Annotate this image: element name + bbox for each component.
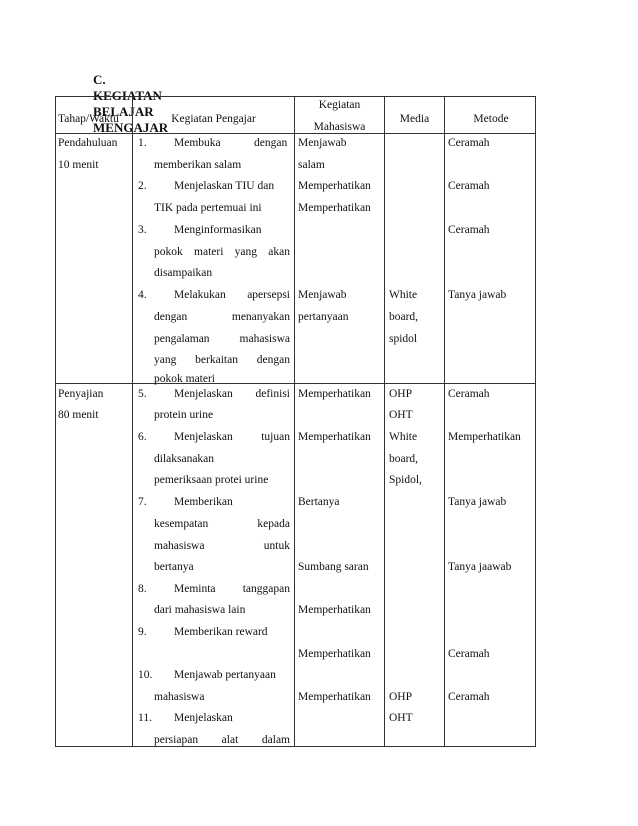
item-text: dari mahasiswa lain [154, 604, 246, 616]
item-text: dengan [254, 137, 288, 149]
activity-table [55, 96, 536, 747]
item-number: 11. [138, 712, 152, 724]
metode-item: Ceramah [448, 180, 490, 192]
item-text: yang berkaitan dengan [154, 354, 290, 366]
item-text: Menjelaskan [174, 712, 233, 724]
item-text: Melakukan apersepsi [174, 289, 290, 301]
item-text: persiapan alat dalam [154, 734, 290, 746]
item-text: Menjelaskan definisi [174, 388, 290, 400]
media-item: White [389, 431, 418, 443]
item-text: TIK pada pertemuai ini [154, 202, 262, 214]
metode-item: Tanya jawab [448, 289, 507, 301]
media-item: OHP [389, 691, 413, 703]
item-number: 4. [138, 289, 147, 301]
waktu-pendahuluan: 10 menit [58, 159, 99, 171]
item-text: Membuka [174, 137, 221, 149]
item-number: 10. [138, 669, 153, 681]
item-number: 7. [138, 496, 147, 508]
item-text: Menjawab pertanyaan [174, 669, 276, 681]
metode-item: Ceramah [448, 224, 490, 236]
item-number: 8. [138, 583, 147, 595]
item-number: 9. [138, 626, 147, 638]
item-text: dengan menanyakan [154, 311, 290, 323]
mahasiswa-activity: Memperhatikan [298, 180, 371, 192]
media-item: board, [389, 311, 419, 323]
column-divider [384, 97, 385, 746]
mahasiswa-activity: Memperhatikan [298, 431, 371, 443]
header-tahap: Tahap/Waktu [58, 113, 119, 125]
item-text: disampaikan [154, 267, 213, 279]
item-number: 3. [138, 224, 147, 236]
mahasiswa-activity: Menjawab [298, 289, 347, 301]
header-metode: Metode [473, 113, 509, 125]
item-text: Menginformasikan [174, 224, 262, 236]
mahasiswa-activity: Memperhatikan [298, 648, 371, 660]
header-mahasiswa-line1: Kegiatan [318, 99, 361, 111]
item-text: memberikan salam [154, 159, 242, 171]
metode-item: Tanya jaawab [448, 561, 512, 573]
item-text: Menjelaskan TIU dan [174, 180, 275, 192]
item-number: 5. [138, 388, 147, 400]
tahap-penyajian: Penyajian [58, 388, 104, 400]
header-media: Media [399, 113, 430, 125]
item-text: pemeriksaan protei urine [154, 474, 269, 486]
item-text: dilaksanakan [154, 453, 215, 465]
media-item: OHT [389, 712, 413, 724]
metode-item: Ceramah [448, 137, 490, 149]
column-divider [132, 97, 133, 746]
item-text: pokok materi [154, 373, 215, 385]
item-text: mahasiswa untuk [154, 540, 290, 552]
column-divider [294, 97, 295, 746]
mahasiswa-activity: Sumbang saran [298, 561, 369, 573]
item-text: Memberikan reward [174, 626, 268, 638]
waktu-penyajian: 80 menit [58, 409, 99, 421]
item-number: 1. [138, 137, 147, 149]
media-item: OHP [389, 388, 413, 400]
item-text: pengalaman mahasiswa [154, 333, 290, 345]
mahasiswa-activity: Menjawab [298, 137, 347, 149]
mahasiswa-activity: salam [298, 159, 325, 171]
item-text: Memberikan [174, 496, 233, 508]
metode-item: Memperhatikan [448, 431, 521, 443]
mahasiswa-activity: Memperhatikan [298, 202, 371, 214]
mahasiswa-activity: Memperhatikan [298, 691, 371, 703]
mahasiswa-activity: Memperhatikan [298, 388, 371, 400]
mahasiswa-activity: Memperhatikan [298, 604, 371, 616]
media-item: Spidol, [389, 474, 422, 486]
item-text: kesempatan kepada [154, 518, 290, 530]
media-item: White [389, 289, 418, 301]
header-mahasiswa-line2: Mahasiswa [313, 121, 366, 133]
metode-item: Ceramah [448, 648, 490, 660]
item-text: Menjelaskan tujuan [174, 431, 290, 443]
item-text: mahasiswa [154, 691, 205, 703]
item-text: bertanya [154, 561, 194, 573]
tahap-pendahuluan: Pendahuluan [58, 137, 118, 149]
metode-item: Ceramah [448, 691, 490, 703]
item-text: Meminta tanggapan [174, 583, 290, 595]
metode-item: Tanya jawab [448, 496, 507, 508]
header-pengajar: Kegiatan Pengajar [171, 113, 256, 125]
item-number: 2. [138, 180, 147, 192]
media-item: spidol [389, 333, 418, 345]
media-item: OHT [389, 409, 413, 421]
item-text: protein urine [154, 409, 214, 421]
media-item: board, [389, 453, 419, 465]
mahasiswa-activity: Bertanya [298, 496, 340, 508]
metode-item: Ceramah [448, 388, 490, 400]
mahasiswa-activity: pertanyaan [298, 311, 349, 323]
item-text: pokok materi yang akan [154, 246, 290, 258]
item-number: 6. [138, 431, 147, 443]
column-divider [444, 97, 445, 746]
section-heading: C. KEGIATAN BELAJAR MENGAJAR [93, 72, 169, 135]
row-divider [56, 383, 535, 384]
